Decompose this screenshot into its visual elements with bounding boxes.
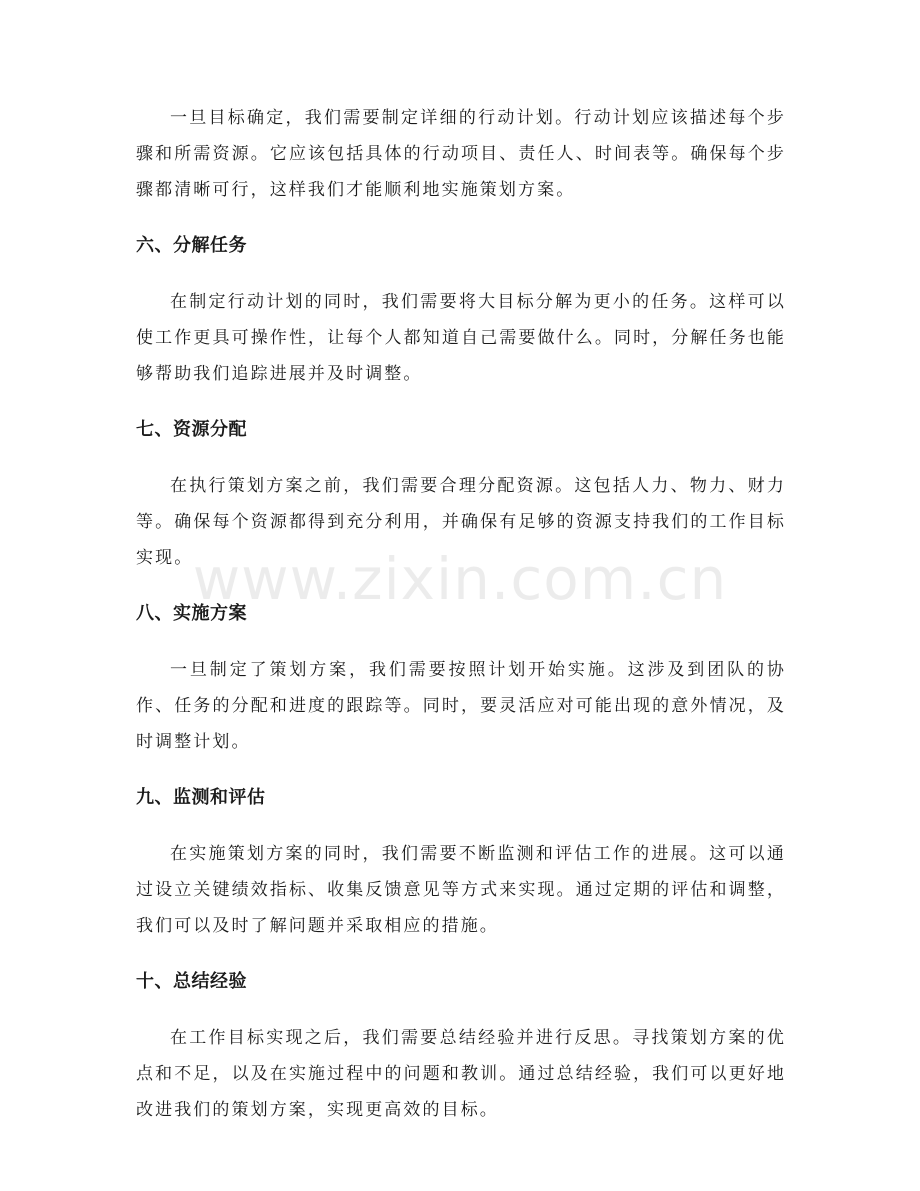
section-body-7: 在执行策划方案之前，我们需要合理分配资源。这包括人力、物力、财力等。确保每个资源都得到充分利用，并确保有足够的资源支持我们的工作目标实现。 [136, 476, 786, 568]
section-body-10: 在工作目标实现之后，我们需要总结经验并进行反思。寻找策划方案的优点和不足，以及在实施过程中的问题和教训。通过总结经验，我们可以更好地改进我们的策划方案，实现更高效的目标。 [136, 1028, 786, 1120]
section-body-6: 在制定行动计划的同时，我们需要将大目标分解为更小的任务。这样可以使工作更具可操作性，让每个人都知道自己需要做什么。同时，分解任务也能够帮助我们追踪进展并及时调整。 [136, 292, 786, 384]
section-heading-10: 十、总结经验 [136, 971, 247, 992]
section-heading-6: 六、分解任务 [136, 235, 247, 256]
watermark: www.zixin.com.cn [192, 545, 728, 613]
intro-paragraph: 一旦目标确定，我们需要制定详细的行动计划。行动计划应该描述每个步骤和所需资源。它应该包括具体的行动项目、责任人、时间表等。确保每个步骤都清晰可行，这样我们才能顺利地实施策划方案。 [136, 108, 786, 200]
section-body-8: 一旦制定了策划方案，我们需要按照计划开始实施。这涉及到团队的协作、任务的分配和进度的跟踪等。同时，要灵活应对可能出现的意外情况，及时调整计划。 [136, 660, 786, 752]
section-heading-7: 七、资源分配 [136, 419, 247, 440]
section-body-9: 在实施策划方案的同时，我们需要不断监测和评估工作的进展。这可以通过设立关键绩效指标、收集反馈意见等方式来实现。通过定期的评估和调整，我们可以及时了解问题并采取相应的措施。 [136, 844, 786, 936]
document-content [136, 100, 786, 1128]
section-heading-9: 九、监测和评估 [136, 787, 266, 808]
section-heading-8: 八、实施方案 [136, 603, 247, 624]
